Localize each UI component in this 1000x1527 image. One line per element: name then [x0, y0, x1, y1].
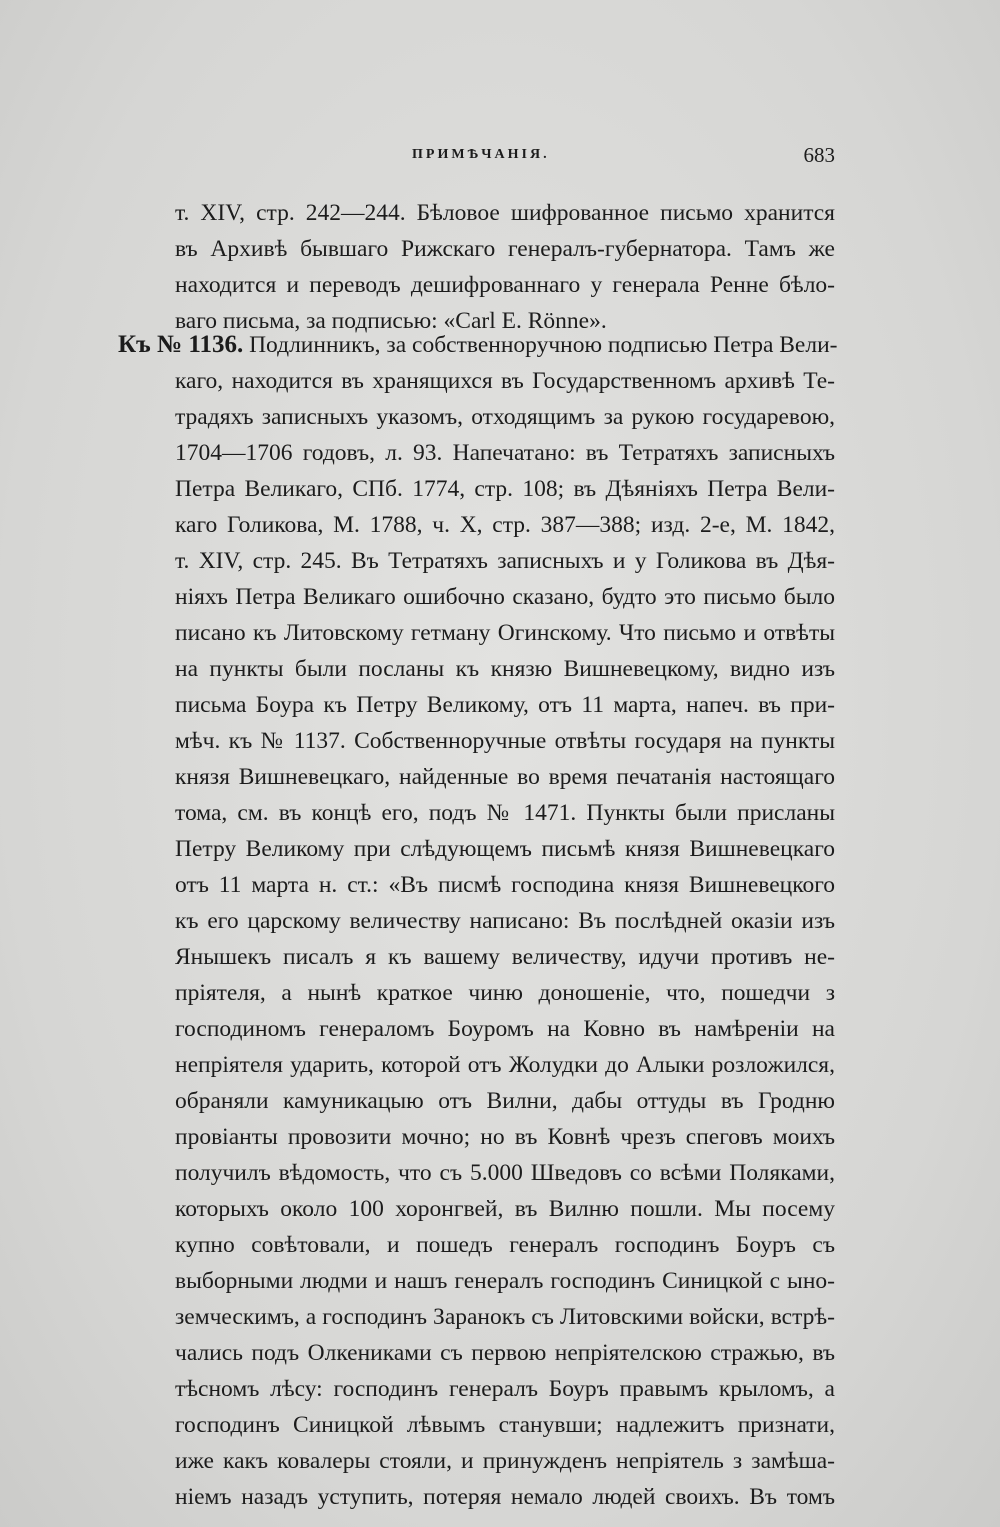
- text-line: чались подъ Олкениками съ первою непріятелскою стражью, въ: [175, 1340, 835, 1366]
- text-line: писано къ Литовскому гетману Огинскому. Что письмо и отвѣты: [175, 620, 835, 646]
- text-line: провіанты провозити мочно; но въ Ковнѣ чрезъ спеговъ моихъ: [175, 1124, 835, 1150]
- text-line: князя Вишневецкаго, найденные во время печатанія настоящаго: [175, 764, 835, 790]
- running-head: ПРИМѢЧАНІЯ.: [412, 147, 550, 162]
- text-line: къ его царскому величеству написано: Въ послѣдней оказіи изъ: [175, 908, 835, 934]
- note-reference: Къ № 1136.: [118, 331, 244, 358]
- text-line: находится и переводъ дешифрованнаго у генерала Ренне бѣло-: [175, 272, 835, 298]
- text-line: земческимъ, а господинъ Заранокъ съ Литовскими войски, встрѣ-: [175, 1304, 835, 1330]
- text-line: традяхъ записныхъ указомъ, отходящимъ за рукою государевою,: [175, 404, 835, 430]
- text-line: ваго письма, за подписью: «Carl E. Rönne».: [175, 308, 607, 334]
- text-line: непріятеля ударить, которой отъ Жолудки до Алыки розложился,: [175, 1052, 835, 1078]
- text-line: ніяхъ Петра Великаго ошибочно сказано, будто это письмо было: [175, 584, 835, 610]
- text-line: мѣч. къ № 1137. Собственноручные отвѣты государя на пункты: [175, 728, 835, 754]
- note-heading-line: [118, 330, 838, 360]
- text-line: выборными людми и нашъ генералъ господинъ Синицкой с ыно-: [175, 1268, 835, 1294]
- text-line: въ Архивѣ бывшаго Рижскаго генералъ-губернатора. Тамъ же: [175, 236, 835, 262]
- text-line: пріятеля, а нынѣ краткое чиню доношеніе, что, пошедчи з: [175, 980, 835, 1006]
- text-line: т. XIV, стр. 245. Въ Тетратяхъ записныхъ и у Голикова въ Дѣя-: [175, 548, 835, 574]
- text-line: тома, см. въ концѣ его, подъ № 1471. Пункты были присланы: [175, 800, 835, 826]
- text-run: Подлинникъ, за собственноручною подписью Петра Вели-: [243, 332, 838, 358]
- text-line: Петру Великому при слѣдующемъ письмѣ князя Вишневецкаго: [175, 836, 835, 862]
- text-line: господинъ Синицкой лѣвымъ станувши; надлежитъ признати,: [175, 1412, 835, 1438]
- text-line: получилъ вѣдомость, что съ 5.000 Шведовъ со всѣми Поляками,: [175, 1160, 835, 1186]
- page-number: 683: [803, 143, 835, 167]
- text-line: каго, находится въ хранящихся въ Государственномъ архивѣ Те-: [175, 368, 835, 394]
- text-line: господиномъ генераломъ Боуромъ на Ковно въ намѣреніи на: [175, 1016, 835, 1042]
- text-line: которыхъ около 100 хоронгвей, въ Вилню пошли. Мы посему: [175, 1196, 835, 1222]
- text-line: купно совѣтовали, и пошедъ генералъ господинъ Боуръ съ: [175, 1232, 835, 1258]
- text-line: каго Голикова, М. 1788, ч. X, стр. 387—388; изд. 2-е, М. 1842,: [175, 512, 835, 538]
- text-line: иже какъ ковалеры стояли, и принужденъ непріятель з замѣша-: [175, 1448, 835, 1474]
- text-line: отъ 11 марта н. ст.: «Въ писмѣ господина князя Вишневецкого: [175, 872, 835, 898]
- page-header: [175, 143, 835, 173]
- text-line: Янышекъ писалъ я къ вашему величеству, идучи противъ не-: [175, 944, 835, 970]
- text-line: тѣсномъ лѣсу: господинъ генералъ Боуръ правымъ крыломъ, а: [175, 1376, 835, 1402]
- text-line: на пункты были посланы къ князю Вишневецкому, видно изъ: [175, 656, 835, 682]
- text-line: письма Боура къ Петру Великому, отъ 11 марта, напеч. въ при-: [175, 692, 835, 718]
- text-line: Петра Великаго, СПб. 1774, стр. 108; въ Дѣяніяхъ Петра Вели-: [175, 476, 835, 502]
- text-line: обраняли камуникацыю отъ Вилни, дабы оттуды въ Гродню: [175, 1088, 835, 1114]
- text-line: ніемъ назадъ уступить, потеряя немало людей своихъ. Въ томъ: [175, 1484, 835, 1510]
- text-line: т. XIV, стр. 242—244. Бѣловое шифрованное письмо хранится: [175, 200, 835, 226]
- text-line: 1704—1706 годовъ, л. 93. Напечатано: въ Тетратяхъ записныхъ: [175, 440, 835, 466]
